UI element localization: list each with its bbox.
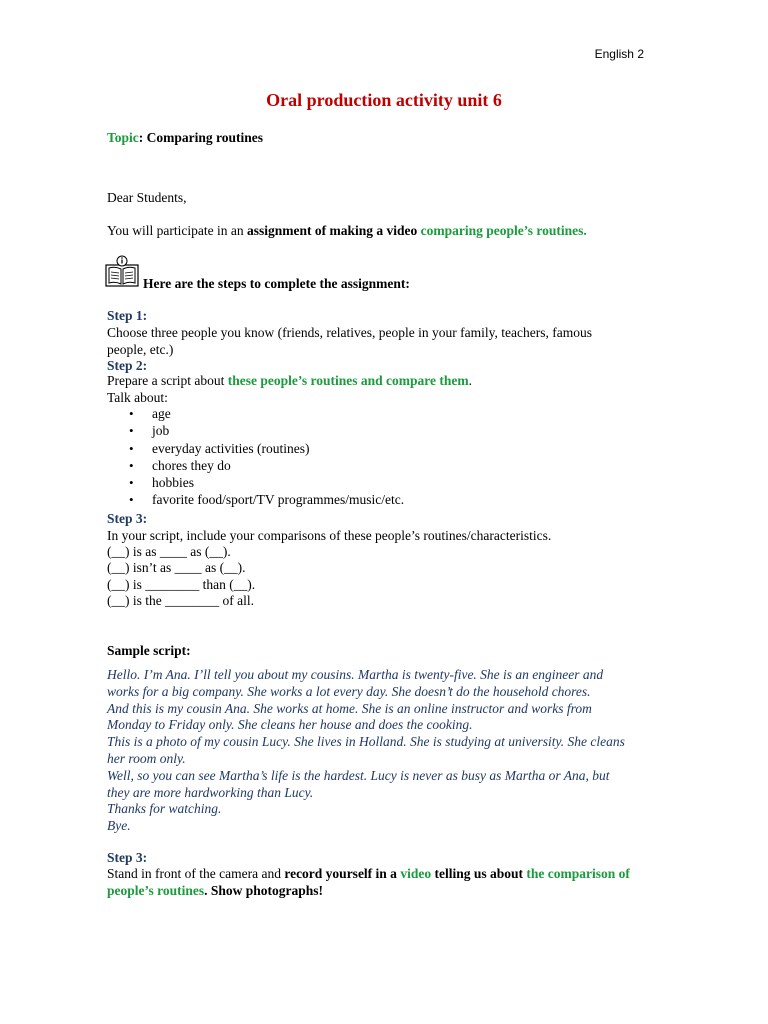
- sample-line: they are more hardworking than Lucy.: [107, 784, 314, 800]
- step3b-text: Stand in front of the camera and: [107, 866, 285, 881]
- header-course-label: English 2: [594, 47, 644, 61]
- intro-paragraph: [107, 222, 587, 239]
- sample-line: This is a photo of my cousin Lucy. She lives in Holland. She is studying at university. She cleans: [107, 734, 625, 750]
- step2-prepare: [107, 372, 472, 389]
- comparison-pattern: (__) is the ________ of all.: [107, 593, 254, 608]
- step3b-line2: [107, 882, 323, 899]
- step3b-bold1: record yourself in a: [284, 866, 401, 881]
- list-item: • favorite food/sport/TV programmes/music/etc.: [107, 491, 404, 508]
- intro-bold: assignment of making a video: [246, 223, 418, 238]
- list-item: • hobbies: [107, 474, 404, 491]
- step2-prepare-green: these people’s routines and compare them: [227, 373, 469, 388]
- sample-line: Monday to Friday only. She cleans her house and does the cooking.: [107, 717, 473, 733]
- list-item: • job: [107, 422, 404, 439]
- sample-line: Bye.: [107, 818, 131, 834]
- comparison-pattern: (__) is as ____ as (__).: [107, 544, 231, 559]
- sample-line: Well, so you can see Martha’s life is the hardest. Lucy is never as busy as Martha or Ana, but: [107, 767, 610, 783]
- comparison-pattern: (__) isn’t as ____ as (__).: [107, 560, 246, 575]
- steps-heading: Here are the steps to complete the assignment:: [143, 276, 410, 291]
- sample-heading: Sample script:: [107, 643, 191, 658]
- step1-label: Step 1:: [107, 308, 148, 323]
- topic-label: Topic: [107, 130, 139, 145]
- step3b-green2a: the comparison of: [526, 866, 630, 881]
- sample-line: works for a big company. She works a lot every day. She doesn’t do the household chores.: [107, 683, 591, 699]
- list-item: • everyday activities (routines): [107, 440, 404, 457]
- step3-label: Step 3:: [107, 511, 148, 526]
- book-info-icon: [105, 255, 139, 287]
- step3b-line1: [107, 865, 630, 882]
- sample-script: [107, 667, 652, 835]
- sample-line: Hello. I’m Ana. I’ll tell you about my cousins. Martha is twenty-five. She is an engineer and: [107, 667, 604, 682]
- step3b-bold2: telling us about: [431, 866, 527, 881]
- step2-label: Step 2:: [107, 358, 148, 373]
- list-item: • age: [107, 405, 404, 422]
- sample-line: Thanks for watching.: [107, 801, 222, 817]
- step3b-green2b: people’s routines: [107, 883, 205, 898]
- sample-line: And this is my cousin Ana. She works at home. She is an online instructor and works from: [107, 700, 592, 716]
- step3b-green1: video: [400, 866, 432, 881]
- topic-line: [107, 129, 263, 146]
- step1-line1: Choose three people you know (friends, relatives, people in your family, teachers, famous: [107, 325, 592, 340]
- page-title: Oral production activity unit 6: [266, 90, 502, 110]
- step2-prepare-end: .: [468, 373, 472, 388]
- sample-line: her room only.: [107, 750, 186, 766]
- step2-talk-about: Talk about:: [107, 390, 168, 405]
- comparison-pattern: (__) is ________ than (__).: [107, 577, 256, 592]
- intro-text: You will participate in an: [107, 223, 247, 238]
- greeting: Dear Students,: [107, 190, 187, 205]
- topic-text: : Comparing routines: [138, 130, 264, 145]
- intro-green: comparing people’s routines.: [420, 223, 587, 238]
- list-item: • chores they do: [107, 457, 404, 474]
- step3b-label: Step 3:: [107, 850, 148, 865]
- step3-intro: In your script, include your comparisons of these people’s routines/characteristics.: [107, 528, 552, 543]
- step3b-bold3: . Show photographs!: [204, 883, 324, 898]
- step2-prepare-text: Prepare a script about: [107, 373, 228, 388]
- talk-about-list: [107, 405, 404, 509]
- step1-line2: people, etc.): [107, 342, 174, 357]
